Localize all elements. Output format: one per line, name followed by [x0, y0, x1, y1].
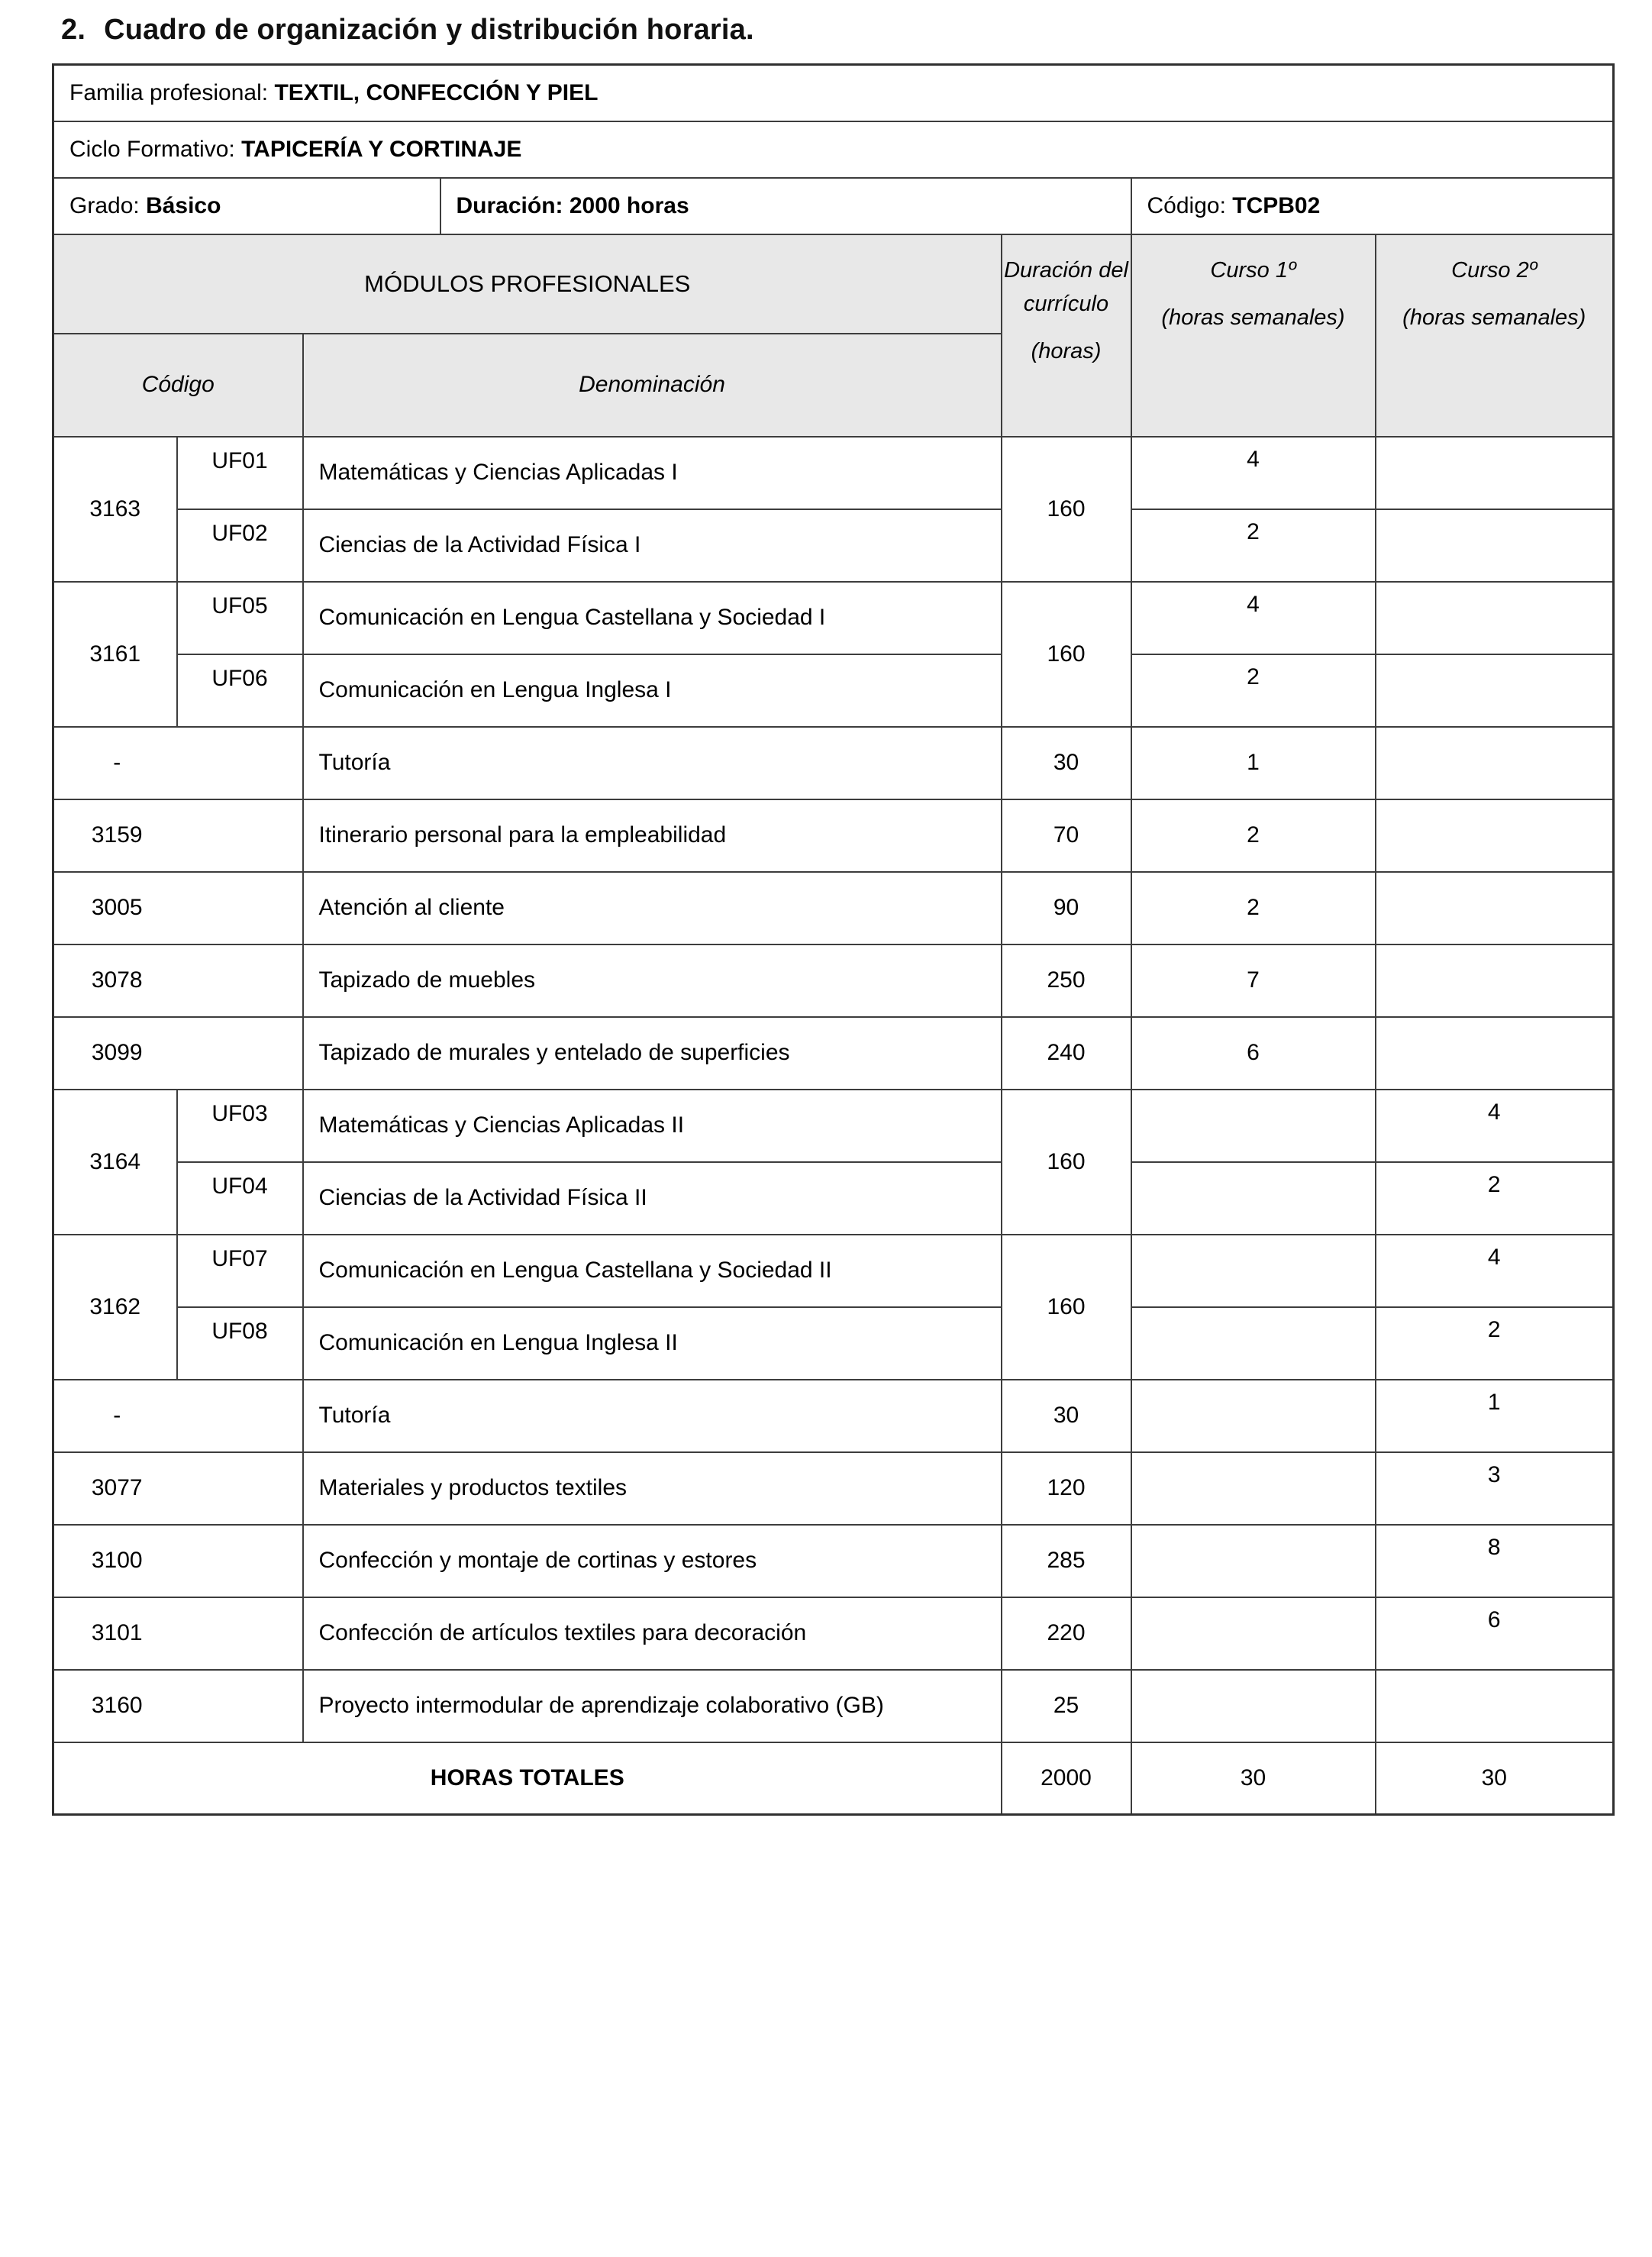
cell-denominacion: Materiales y productos textiles: [303, 1452, 1002, 1525]
codigo-cell: [1131, 178, 1614, 234]
duracion-cell: [440, 178, 1131, 234]
cell-denominacion: Proyecto intermodular de aprendizaje colaborativo (GB): [303, 1670, 1002, 1742]
cell-horas-totales-curso2: 30: [1376, 1742, 1614, 1815]
table-totals-row: [53, 1742, 1614, 1815]
cell-uf: UF04: [177, 1162, 303, 1235]
cell-denominacion: Comunicación en Lengua Inglesa I: [303, 654, 1002, 727]
cell-codigo: 3099: [53, 1017, 303, 1090]
cell-duracion: 120: [1002, 1452, 1131, 1525]
page-title-text: Cuadro de organización y distribución horaria.: [104, 14, 754, 46]
cell-curso2: 4: [1376, 1090, 1614, 1162]
codigo-value: TCPB02: [1232, 192, 1321, 218]
cell-horas-totales-curso1: 30: [1131, 1742, 1376, 1815]
header-curso-2: [1376, 234, 1614, 437]
table-row: [53, 509, 1614, 582]
cell-uf: UF02: [177, 509, 303, 582]
cell-curso1: [1131, 1090, 1376, 1162]
cell-codigo: 3164: [53, 1090, 177, 1235]
table-row: [53, 944, 1614, 1017]
table-row: [53, 1235, 1614, 1307]
cell-curso1: [1131, 1452, 1376, 1525]
table-row: [53, 582, 1614, 654]
cell-codigo: 3160: [53, 1670, 303, 1742]
cell-curso1: 2: [1131, 654, 1376, 727]
cell-duracion: 90: [1002, 872, 1131, 944]
cell-curso2: [1376, 799, 1614, 872]
cell-curso2: 2: [1376, 1307, 1614, 1380]
cell-curso2: [1376, 944, 1614, 1017]
schedule-table: [52, 63, 1615, 1816]
cell-curso1: [1131, 1162, 1376, 1235]
cell-curso2: 2: [1376, 1162, 1614, 1235]
cell-codigo: 3078: [53, 944, 303, 1017]
cell-denominacion: Tutoría: [303, 1380, 1002, 1452]
duracion-label: Duración:: [456, 192, 563, 218]
table-row: [53, 1380, 1614, 1452]
cell-duracion: 160: [1002, 437, 1131, 582]
cell-codigo: 3162: [53, 1235, 177, 1380]
cell-duracion: 285: [1002, 1525, 1131, 1597]
cell-duracion: 160: [1002, 1235, 1131, 1380]
cell-duracion: 220: [1002, 1597, 1131, 1670]
cell-uf: UF01: [177, 437, 303, 509]
table-row: [53, 872, 1614, 944]
header-denominacion: Denominación: [303, 334, 1002, 437]
header-duracion-line2: (horas): [1031, 338, 1102, 363]
cell-codigo: 3100: [53, 1525, 303, 1597]
header-curso2-line2: (horas semanales): [1402, 305, 1586, 330]
cell-uf: UF08: [177, 1307, 303, 1380]
cell-codigo: 3161: [53, 582, 177, 727]
cell-codigo: 3077: [53, 1452, 303, 1525]
header-curso2-line1: Curso 2º: [1451, 257, 1537, 283]
cell-curso2: [1376, 509, 1614, 582]
header-codigo: Código: [53, 334, 303, 437]
ciclo-formativo-cell: [53, 121, 1614, 178]
header-duracion-line1: Duración del currículo: [1004, 257, 1128, 316]
cell-duracion: 30: [1002, 727, 1131, 799]
cell-denominacion: Atención al cliente: [303, 872, 1002, 944]
table-row: [53, 727, 1614, 799]
page-title-number: 2.: [61, 14, 86, 46]
cell-denominacion: Confección de artículos textiles para decoración: [303, 1597, 1002, 1670]
header-duracion-curriculo: [1002, 234, 1131, 437]
table-row: [53, 1090, 1614, 1162]
cell-uf: UF06: [177, 654, 303, 727]
cell-curso1: 4: [1131, 582, 1376, 654]
cell-curso2: [1376, 1017, 1614, 1090]
cell-curso1: 4: [1131, 437, 1376, 509]
cell-codigo: -: [53, 727, 303, 799]
header-curso1-line1: Curso 1º: [1210, 257, 1296, 283]
table-row: [53, 65, 1614, 121]
cell-curso1: [1131, 1597, 1376, 1670]
cell-duracion: 160: [1002, 1090, 1131, 1235]
ciclo-label: Ciclo Formativo:: [69, 136, 235, 162]
cell-curso1: 1: [1131, 727, 1376, 799]
cell-denominacion: Ciencias de la Actividad Física I: [303, 509, 1002, 582]
cell-curso2: [1376, 727, 1614, 799]
table-row: [53, 1525, 1614, 1597]
cell-denominacion: Tapizado de murales y entelado de superficies: [303, 1017, 1002, 1090]
cell-duracion: 30: [1002, 1380, 1131, 1452]
table-row: [53, 799, 1614, 872]
cell-uf: UF05: [177, 582, 303, 654]
table-row: [53, 1452, 1614, 1525]
cell-codigo: 3101: [53, 1597, 303, 1670]
grado-value: Básico: [146, 192, 221, 218]
cell-curso1: [1131, 1235, 1376, 1307]
table-row: [53, 121, 1614, 178]
cell-uf: UF07: [177, 1235, 303, 1307]
table-row: [53, 1307, 1614, 1380]
page-title: [0, 0, 1652, 47]
cell-curso2: 4: [1376, 1235, 1614, 1307]
header-curso1-line2: (horas semanales): [1161, 305, 1345, 330]
cell-denominacion: Confección y montaje de cortinas y estores: [303, 1525, 1002, 1597]
cell-denominacion: Matemáticas y Ciencias Aplicadas II: [303, 1090, 1002, 1162]
cell-codigo: 3163: [53, 437, 177, 582]
cell-codigo: -: [53, 1380, 303, 1452]
familia-profesional-cell: [53, 65, 1614, 121]
cell-curso2: 8: [1376, 1525, 1614, 1597]
cell-curso1: 7: [1131, 944, 1376, 1017]
header-modulos-profesionales: MÓDULOS PROFESIONALES: [53, 234, 1002, 334]
table-header-row: [53, 234, 1614, 334]
grado-label: Grado:: [69, 192, 140, 218]
cell-curso2: [1376, 654, 1614, 727]
table-row: [53, 1017, 1614, 1090]
cell-curso2: 6: [1376, 1597, 1614, 1670]
cell-duracion: 160: [1002, 582, 1131, 727]
cell-denominacion: Comunicación en Lengua Inglesa II: [303, 1307, 1002, 1380]
familia-label: Familia profesional:: [69, 79, 269, 105]
table-row: [53, 654, 1614, 727]
cell-curso1: 2: [1131, 799, 1376, 872]
cell-curso1: [1131, 1670, 1376, 1742]
cell-curso1: [1131, 1525, 1376, 1597]
cell-horas-totales-duracion: 2000: [1002, 1742, 1131, 1815]
cell-curso2: [1376, 872, 1614, 944]
table-row: [53, 1670, 1614, 1742]
cell-denominacion: Ciencias de la Actividad Física II: [303, 1162, 1002, 1235]
cell-horas-totales-label: HORAS TOTALES: [53, 1742, 1002, 1815]
cell-codigo: 3159: [53, 799, 303, 872]
cell-curso1: 2: [1131, 509, 1376, 582]
duracion-value: 2000 horas: [569, 192, 689, 218]
cell-duracion: 250: [1002, 944, 1131, 1017]
cell-duracion: 240: [1002, 1017, 1131, 1090]
cell-curso1: 6: [1131, 1017, 1376, 1090]
header-curso-1: [1131, 234, 1376, 437]
codigo-label: Código:: [1147, 192, 1226, 218]
cell-duracion: 25: [1002, 1670, 1131, 1742]
cell-duracion: 70: [1002, 799, 1131, 872]
cell-denominacion: Comunicación en Lengua Castellana y Sociedad II: [303, 1235, 1002, 1307]
grado-cell: [53, 178, 440, 234]
cell-curso1: [1131, 1380, 1376, 1452]
table-row: [53, 178, 1614, 234]
cell-denominacion: Tapizado de muebles: [303, 944, 1002, 1017]
cell-curso1: [1131, 1307, 1376, 1380]
cell-denominacion: Tutoría: [303, 727, 1002, 799]
cell-denominacion: Matemáticas y Ciencias Aplicadas I: [303, 437, 1002, 509]
cell-curso2: [1376, 1670, 1614, 1742]
table-row: [53, 1162, 1614, 1235]
cell-denominacion: Itinerario personal para la empleabilidad: [303, 799, 1002, 872]
cell-uf: UF03: [177, 1090, 303, 1162]
table-row: [53, 1597, 1614, 1670]
cell-curso2: 1: [1376, 1380, 1614, 1452]
ciclo-value: TAPICERÍA Y CORTINAJE: [241, 136, 522, 162]
cell-curso2: [1376, 437, 1614, 509]
cell-curso1: 2: [1131, 872, 1376, 944]
cell-curso2: 3: [1376, 1452, 1614, 1525]
cell-denominacion: Comunicación en Lengua Castellana y Sociedad I: [303, 582, 1002, 654]
table-row: [53, 437, 1614, 509]
cell-curso2: [1376, 582, 1614, 654]
familia-value: TEXTIL, CONFECCIÓN Y PIEL: [274, 79, 599, 105]
cell-codigo: 3005: [53, 872, 303, 944]
